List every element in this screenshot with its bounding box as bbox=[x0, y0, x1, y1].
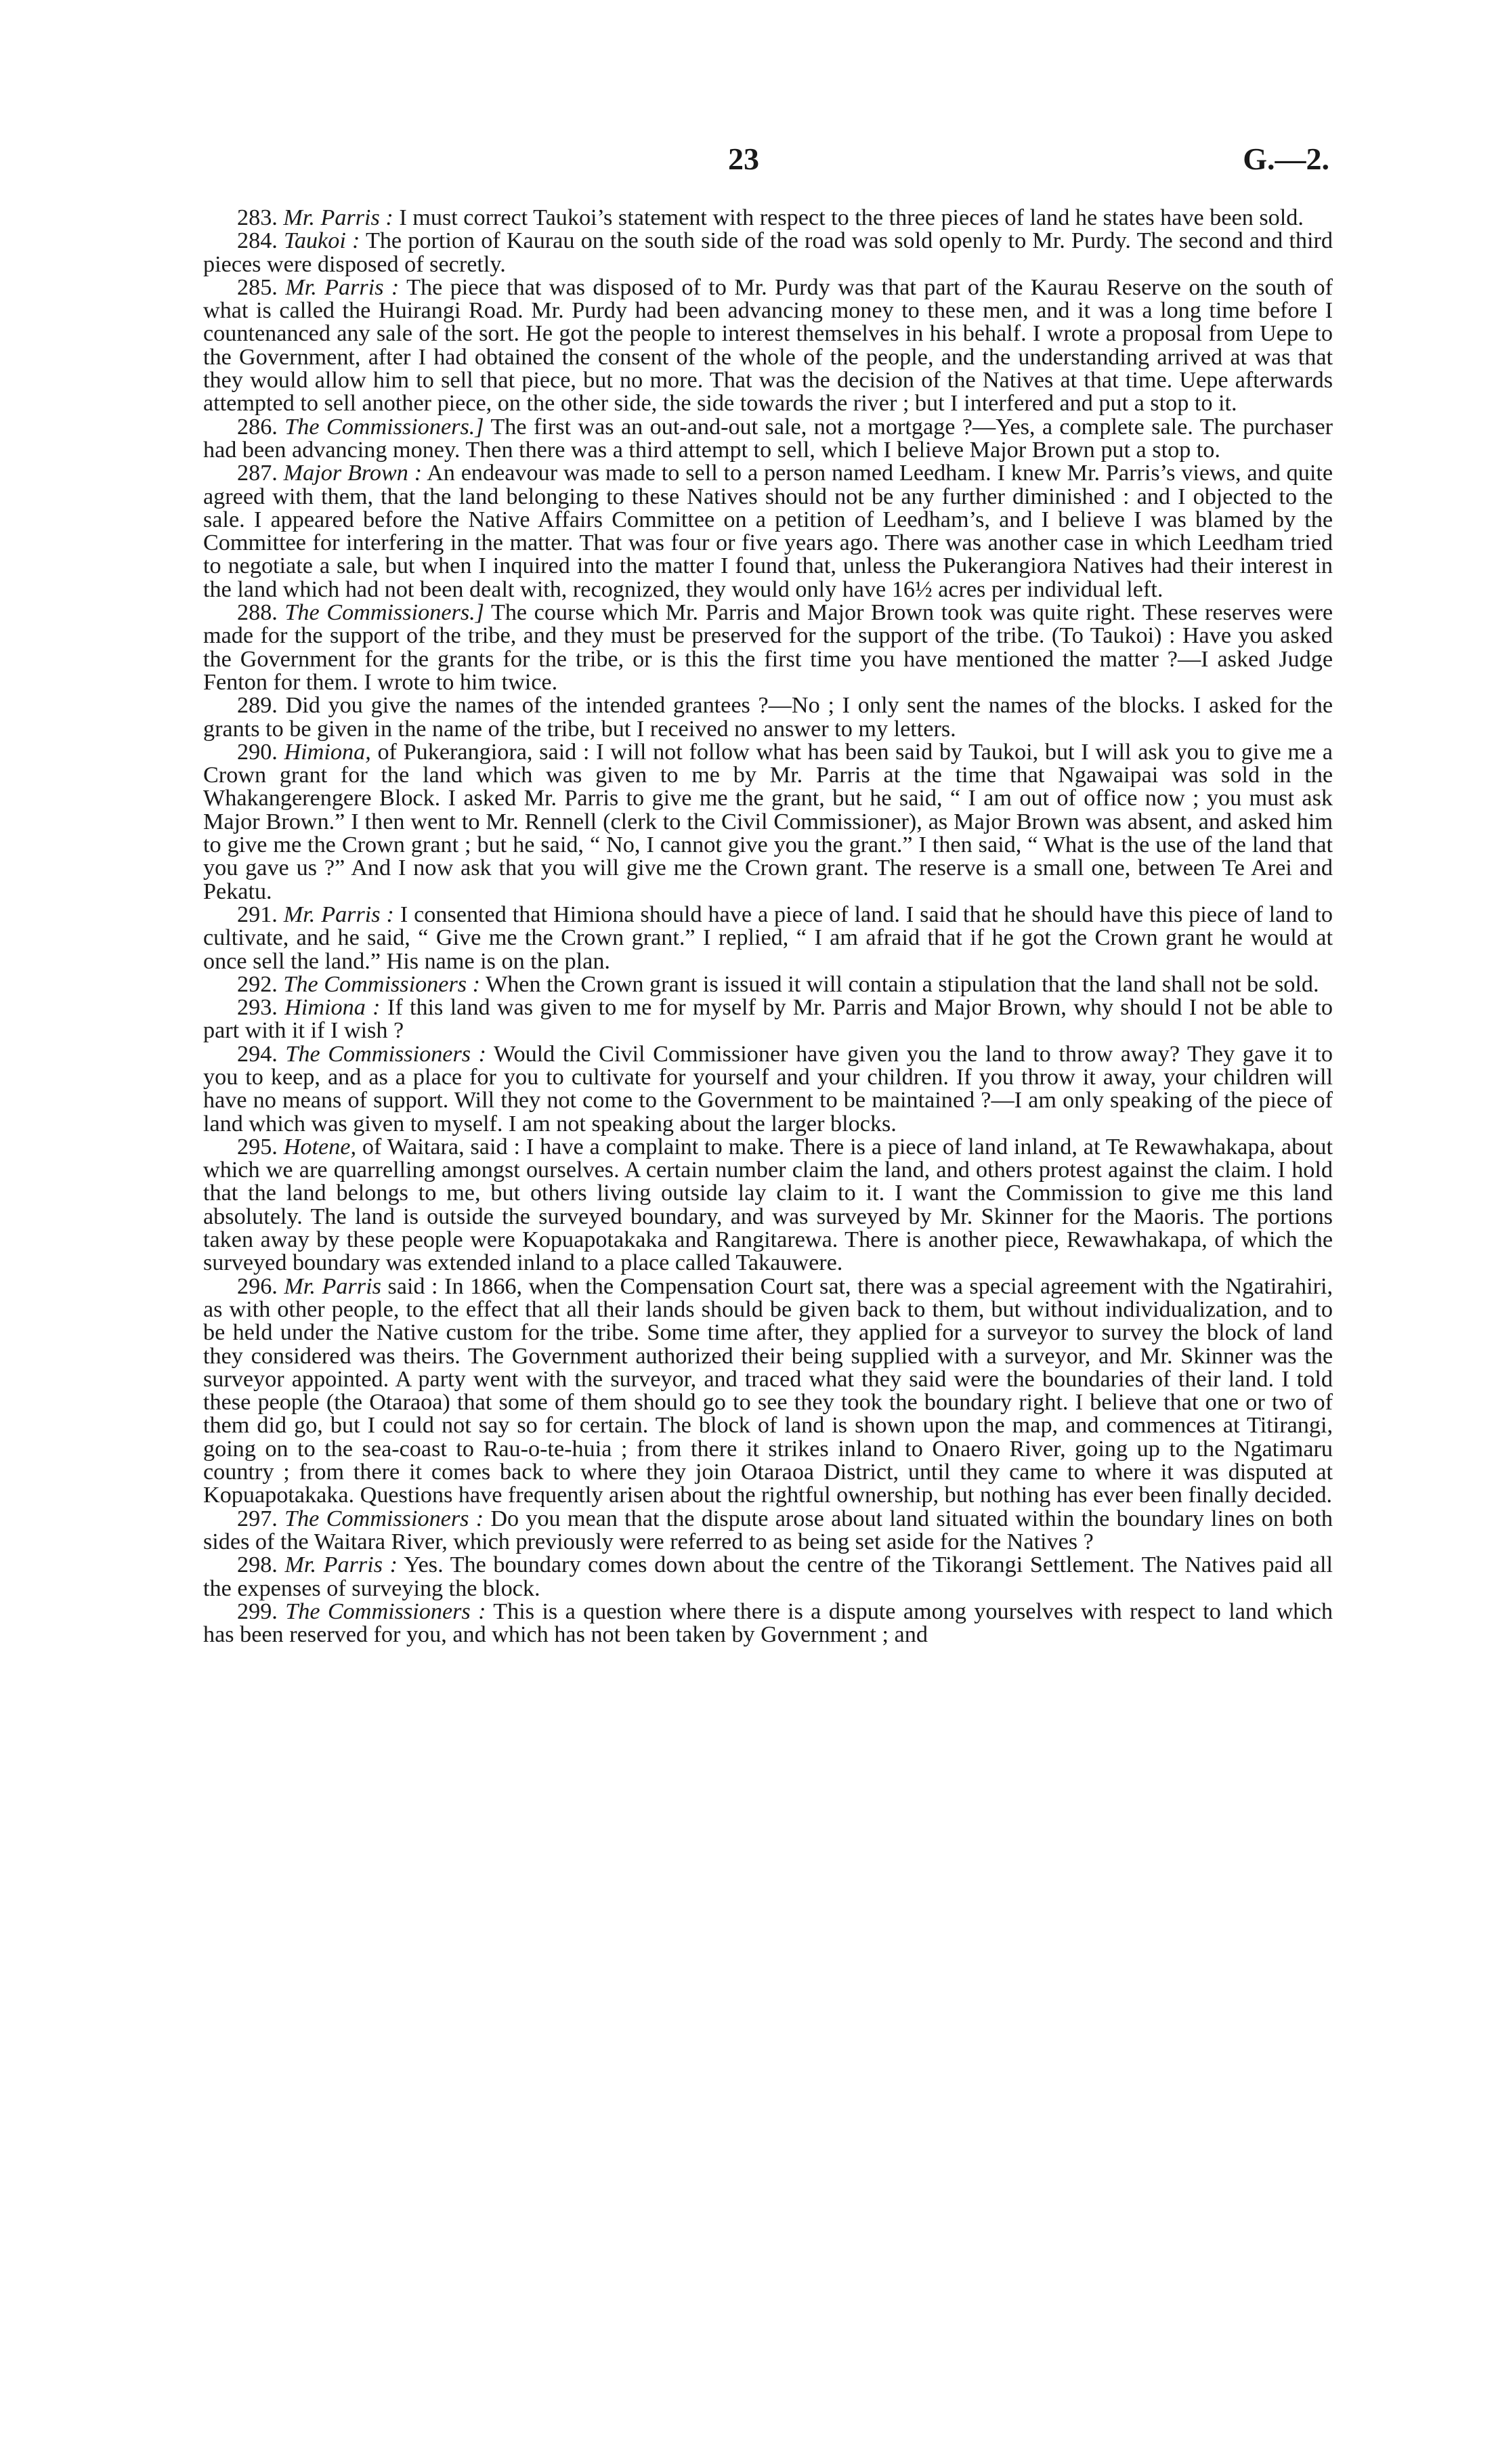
paragraph-number: 292. bbox=[237, 971, 278, 997]
paragraph-text: Did you give the names of the intended grantees ?—No ; I only sent the names of the blocks. I asked for the grants to be given in the name of the tribe, but I received no answer to my letters. bbox=[203, 693, 1333, 742]
paragraph-text: I must correct Taukoi’s statement with respect to the three pieces of land he states have been sold. bbox=[399, 205, 1304, 230]
paragraph-text: The portion of Kaurau on the south side of the road was sold openly to Mr. Purdy. The second and third pieces were disposed of secretly. bbox=[203, 228, 1333, 277]
paragraph-number: 287. bbox=[237, 461, 278, 486]
paragraph-text: An endeavour was made to sell to a person named Leedham. I knew Mr. Parris’s views, and quite agreed with them, that the land belonging to these Natives should not be any further diminished : and I objected to the sale. I appeared before the Native Affairs Committee on a petition of Leedham’s, and I believe I was blamed by the Committee for interfering in the matter. That was four or five years ago. There was another case in which Leedham tried to negotiate a sale, but when I inquired into the matter I found that, unless the Pukerangiora Natives had their interest in the land which had not been dealt with, recognized, they would only have 16½ acres per individual left. bbox=[203, 461, 1333, 602]
paragraph-number: 285. bbox=[237, 274, 278, 300]
evidence-paragraph bbox=[203, 901, 1333, 974]
speaker-name: The Commissioners.] bbox=[284, 414, 484, 440]
evidence-paragraph bbox=[203, 1043, 1333, 1136]
evidence-paragraph bbox=[203, 230, 1333, 276]
evidence-paragraph bbox=[203, 416, 1333, 463]
evidence-paragraph bbox=[203, 1600, 1333, 1647]
speaker-name: The Commissioners : bbox=[284, 1506, 484, 1531]
paragraph-text: I consented that Himiona should have a piece of land. I said that he should have this piece of land to cultivate, and he said, “ Give me the Crown grant.” I replied, “ I am afraid that if he got the Crown grant he would at once sell the land.” His name is on the plan. bbox=[203, 901, 1333, 974]
evidence-paragraph bbox=[203, 694, 1333, 741]
page-header bbox=[0, 141, 1496, 182]
paragraph-number: 297. bbox=[237, 1506, 278, 1531]
speaker-name: Himiona : bbox=[284, 995, 381, 1021]
paragraph-text: Yes. The boundary comes down about the centre of the Tikorangi Settlement. The Natives paid all the expenses of surveying the block. bbox=[203, 1552, 1333, 1601]
speaker-name: The Commissioners.] bbox=[284, 600, 484, 626]
paragraph-number: 298. bbox=[237, 1552, 278, 1578]
speaker-name: Mr. Parris : bbox=[285, 274, 400, 300]
paragraph-number: 289. bbox=[237, 693, 278, 719]
evidence-transcript bbox=[203, 207, 1333, 1647]
paragraph-number: 296. bbox=[237, 1273, 278, 1299]
paragraph-text: Do you mean that the dispute arose about land situated within the boundary lines on both sides of the Waitara River, which previously were referred to as being set aside for the Natives ? bbox=[203, 1506, 1333, 1554]
document-reference: G.—2. bbox=[1243, 142, 1329, 176]
paragraph-text: When the Crown grant is issued it will contain a stipulation that the land shall not be sold. bbox=[485, 971, 1319, 997]
evidence-paragraph bbox=[203, 996, 1333, 1043]
speaker-name: Mr. Parris bbox=[284, 1273, 381, 1299]
page-number: 23 bbox=[728, 142, 759, 176]
evidence-paragraph bbox=[203, 1554, 1333, 1600]
evidence-paragraph bbox=[203, 741, 1333, 904]
paragraph-number: 283. bbox=[237, 205, 278, 230]
speaker-name: Himiona, bbox=[284, 739, 371, 765]
speaker-name: Major Brown : bbox=[283, 461, 423, 486]
evidence-paragraph bbox=[203, 1275, 1333, 1508]
speaker-name: Mr. Parris : bbox=[283, 901, 394, 927]
evidence-paragraph bbox=[203, 601, 1333, 694]
paragraph-text: The course which Mr. Parris and Major Brown took was quite right. These reserves were made for the support of the tribe, and they must be preserved for the support of the tribe. (To Taukoi) : Have you asked the Government for the grants for the tribe, or is this the first time you have mentioned the matter ?—I asked Judge Fenton for them. I wrote to him twice. bbox=[203, 600, 1333, 695]
evidence-paragraph bbox=[203, 1136, 1333, 1275]
speaker-name: The Commissioners : bbox=[283, 971, 480, 997]
paragraph-number: 299. bbox=[237, 1598, 278, 1624]
speaker-name: The Commissioners : bbox=[285, 1598, 486, 1624]
paragraph-text: of Pukerangiora, said : I will not follow what has been said by Taukoi, but I will ask you to give me a Crown grant for the land which was given to me by Mr. Parris at the time that Ngawaipai was sold in the Whakangerengere Block. I asked Mr. Parris to give me the grant, but he said, “ I am out of office now ; you must ask Major Brown.” I then went to Mr. Rennell (clerk to the Civil Commissioner), as Major Brown was absent, and asked him to give me the Crown grant ; but he said, “ No, I cannot give you the grant.” I then said, “ What is the use of the land that you gave us ?” And I now ask that you will give me the Crown grant. The reserve is a small one, between Te Arei and Pekatu. bbox=[203, 739, 1333, 904]
evidence-paragraph bbox=[203, 207, 1333, 230]
paragraph-text: The first was an out-and-out sale, not a mortgage ?—Yes, a complete sale. The purchaser had been advancing money. Then there was a third attempt to sell, which I believe Major Brown put a stop to. bbox=[203, 414, 1333, 463]
paragraph-number: 293. bbox=[237, 995, 278, 1021]
evidence-paragraph bbox=[203, 276, 1333, 416]
evidence-paragraph bbox=[203, 973, 1333, 996]
speaker-name: Taukoi : bbox=[284, 228, 360, 254]
paragraph-number: 284. bbox=[237, 228, 278, 254]
paragraph-number: 290. bbox=[237, 739, 278, 765]
evidence-paragraph bbox=[203, 462, 1333, 601]
speaker-name: Hotene, bbox=[283, 1134, 356, 1160]
speaker-name: The Commissioners : bbox=[285, 1041, 487, 1067]
evidence-paragraph bbox=[203, 1508, 1333, 1554]
paragraph-number: 291. bbox=[237, 901, 278, 927]
speaker-name: Mr. Parris : bbox=[283, 205, 393, 230]
paragraph-text: This is a question where there is a dispute among yourselves with respect to land which has been reserved for you, and which has not been taken by Government ; and bbox=[203, 1598, 1333, 1648]
paragraph-text: The piece that was disposed of to Mr. Purdy was that part of the Kaurau Reserve on the south of what is called the Huirangi Road. Mr. Purdy had been advancing money to these men, and it was a long time before I countenanced any sale of the sort. He got the people to interest themselves in his behalf. I wrote a proposal from Uepe to the Government, after I had obtained the consent of the whole of the people, and the understanding arrived at was that they would allow him to sell that piece, but no more. That was the decision of the Natives at that time. Uepe afterwards attempted to sell another piece, on the other side, the side towards the river ; but I interfered and put a stop to it. bbox=[203, 274, 1333, 417]
paragraph-text: If this land was given to me for myself by Mr. Parris and Major Brown, why should I not be able to part with it if I wish ? bbox=[203, 995, 1333, 1044]
paragraph-text: Would the Civil Commissioner have given you the land to throw away? They gave it to you to keep, and as a place for you to cultivate for yourself and your children. If you throw it away, your children will have no means of support. Will they not come to the Government to be maintained ?—I am only speaking of the piece of land which was given to myself. I am not speaking about the larger blocks. bbox=[203, 1041, 1333, 1137]
paragraph-text: of Waitara, said : I have a complaint to make. There is a piece of land inland, at Te Rewawhakapa, about which we are quarrelling amongst ourselves. A certain number claim the land, and others protest against the claim. I hold that the land belongs to me, but others living outside lay claim to it. I want the Commission to give me this land absolutely. The land is outside the surveyed boundary, and was surveyed by Mr. Skinner for the Maoris. The portions taken away by these people were Kopuapotakaka and Rangitarewa. There is another piece, Rewawhakapa, of which the surveyed boundary was extended inland to a place called Takauwere. bbox=[203, 1134, 1333, 1276]
paragraph-number: 295. bbox=[237, 1134, 278, 1160]
paragraph-number: 286. bbox=[237, 414, 278, 440]
paragraph-number: 288. bbox=[237, 600, 278, 626]
paragraph-text: said : In 1866, when the Compensation Court sat, there was a special agreement with the Ngatirahiri, as with other people, to the effect that all their lands should be given back to them, but without individualization, and to be held under the Native custom for the tribe. Some time after, they applied for a surveyor to survey the block of land they considered was theirs. The Government authorized their being supplied with a surveyor, and Mr. Skinner was the surveyor appointed. A party went with the surveyor, and traced what they said were the boundaries of their land. I told these people (the Otaraoa) that some of them should go to see they took the boundary right. I believe that one or two of them did go, but I could not say so for certain. The block of land is shown upon the map, and commences at Titirangi, going on to the sea-coast to Rau-o-te-huia ; from there it strikes inland to Onaero River, going up to the Ngatimaru country ; from there it comes back to where they join Otaraoa District, until they came to where it was disputed at Kopuapotakaka. Questions have frequently arisen about the rightful ownership, but nothing has ever been finally decided. bbox=[203, 1273, 1333, 1508]
paragraph-number: 294. bbox=[237, 1041, 278, 1067]
speaker-name: Mr. Parris : bbox=[284, 1552, 398, 1578]
